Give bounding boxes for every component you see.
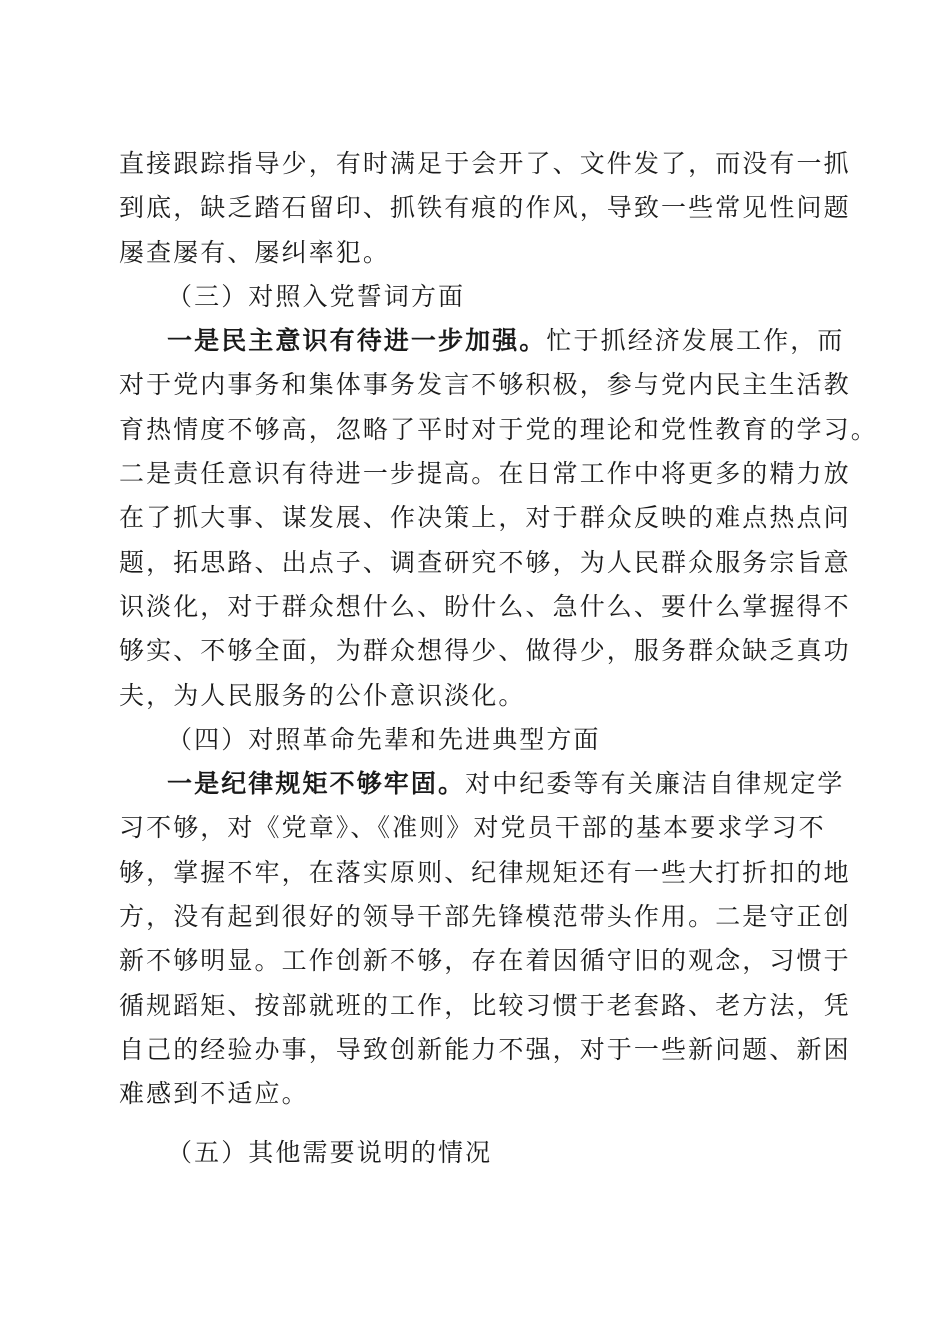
section-heading-5: （五）其他需要说明的情况 xyxy=(167,1137,493,1167)
text-line xyxy=(119,762,845,806)
document-page xyxy=(119,142,878,1175)
paragraph-discipline xyxy=(119,762,851,1116)
text-line: 二是责任意识有待进一步提高。在日常工作中将更多的精力放 xyxy=(119,459,851,489)
text-line: 新不够明显。工作创新不够，存在着因循守旧的观念，习惯于 xyxy=(119,946,851,976)
text-line xyxy=(119,319,845,363)
paragraph-continuation xyxy=(119,142,851,275)
paragraph-lead: 一是民主意识有待进一步加强。 xyxy=(167,326,547,356)
text-line: 夫，为人民服务的公仆意识淡化。 xyxy=(119,680,526,710)
paragraph-oath xyxy=(119,319,878,718)
text-line: 方，没有起到很好的领导干部先锋模范带头作用。二是守正创 xyxy=(119,902,851,932)
paragraph-lead-rest: 忙于抓经济发展工作，而 xyxy=(546,326,845,356)
text-line: 题，拓思路、出点子、调查研究不够，为人民群众服务宗旨意 xyxy=(119,547,851,577)
text-line: 育热情度不够高，忽略了平时对于党的理论和党性教育的学习。 xyxy=(119,414,878,444)
text-line: 难感到不适应。 xyxy=(119,1079,309,1109)
section-heading-4: （四）对照革命先辈和先进典型方面 xyxy=(167,724,601,754)
text-line: 在了抓大事、谋发展、作决策上，对于群众反映的难点热点问 xyxy=(119,503,851,533)
text-line: 识淡化，对于群众想什么、盼什么、急什么、要什么掌握得不 xyxy=(119,591,851,621)
text-line: 够，掌握不牢，在落实原则、纪律规矩还有一些大打折扣的地 xyxy=(119,857,851,887)
text-line: 到底，缺乏踏石留印、抓铁有痕的作风，导致一些常见性问题 xyxy=(119,193,851,223)
text-line: 循规蹈矩、按部就班的工作，比较习惯于老套路、老方法，凭 xyxy=(119,990,851,1020)
text-line: 自己的经验办事，导致创新能力不强，对于一些新问题、新困 xyxy=(119,1034,851,1064)
paragraph-lead-rest: 对中纪委等有关廉洁自律规定学 xyxy=(465,769,845,799)
spacer xyxy=(119,1117,831,1131)
text-line: 够实、不够全面，为群众想得少、做得少，服务群众缺乏真功 xyxy=(119,636,851,666)
section-heading-3: （三）对照入党誓词方面 xyxy=(167,281,466,311)
text-line: 对于党内事务和集体事务发言不够积极，参与党内民主生活教 xyxy=(119,370,851,400)
paragraph-lead: 一是纪律规矩不够牢固。 xyxy=(167,769,466,799)
text-line: 屡查屡有、屡纠率犯。 xyxy=(119,237,391,267)
text-line: 习不够，对《党章》、《准则》对党员干部的基本要求学习不 xyxy=(119,813,826,843)
text-line: 直接跟踪指导少，有时满足于会开了、文件发了，而没有一抓 xyxy=(119,149,851,178)
